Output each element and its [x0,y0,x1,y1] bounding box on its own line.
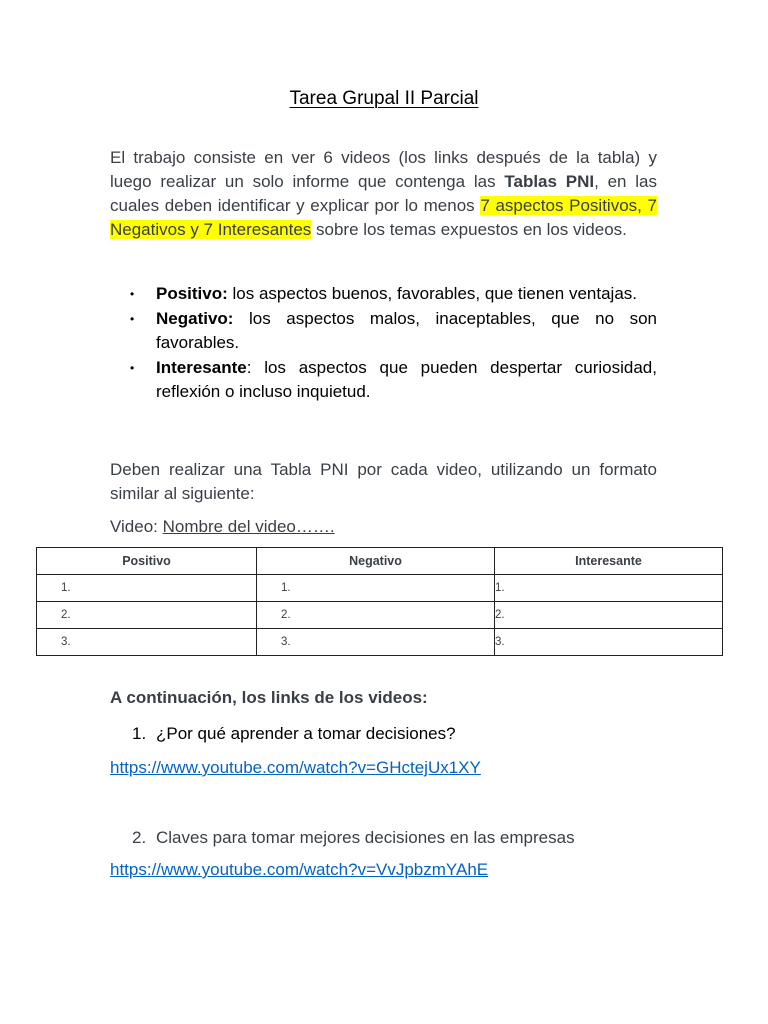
video-link-1[interactable]: https://www.youtube.com/watch?v=GHctejUx1XY [110,758,481,777]
table-cell: 1. [37,575,257,602]
table-row [37,629,723,656]
table-header-row [37,548,723,575]
video-item-1 [132,722,456,746]
pni-definitions-list [110,282,657,405]
intro-text-3: sobre los temas expuestos en los videos. [311,220,627,239]
table-row [37,575,723,602]
video-number: 1. [132,724,147,743]
video-number: 2. [132,828,147,847]
table-cell: 2. [37,602,257,629]
bullet-text: : los aspectos que pueden despertar curiosidad, reflexión o incluso inquietud. [156,358,657,401]
video-name-line [110,515,335,539]
header-positivo: Positivo [37,548,257,575]
intro-highlight: 7 aspectos Positivos, 7 Negativos y 7 Interesantes [110,196,657,239]
table-row [37,602,723,629]
bullet-negativo [110,307,657,355]
bullet-term: Interesante [156,358,247,377]
video-title: Claves para tomar mejores decisiones en las empresas [156,828,575,847]
intro-bold-tablas: Tablas PNI [504,172,595,191]
video-title: ¿Por qué aprender a tomar decisiones? [156,724,456,743]
table-cell: 1. [257,575,495,602]
intro-text-1: El trabajo consiste en ver 6 videos (los links después de la tabla) y luego realizar un solo informe que contenga las [110,148,657,191]
video-link-2[interactable]: https://www.youtube.com/watch?v=VvJpbzmYAhE [110,860,489,879]
header-interesante: Interesante [495,548,723,575]
bullet-term: Negativo: [156,309,234,328]
table-cell: 2. [257,602,495,629]
table-cell: 1. [495,575,723,602]
intro-text-2: , en las cuales deben identificar y explicar por lo menos [110,172,658,215]
video-item-2 [132,826,575,850]
table-cell: 3. [37,629,257,656]
video-name-placeholder: Nombre del video……. [162,517,335,536]
header-negativo: Negativo [257,548,495,575]
intro-paragraph [110,146,657,242]
pni-table [36,547,723,656]
video-label: Video: [110,517,163,536]
table-cell: 3. [257,629,495,656]
bullet-text: los aspectos buenos, favorables, que tienen ventajas. [227,284,638,303]
bullet-text: los aspectos malos, inaceptables, que no son favorables. [156,309,657,352]
bullet-positivo [110,282,657,306]
table-cell: 2. [495,602,723,629]
table-intro-paragraph: Deben realizar una Tabla PNI por cada video, utilizando un formato similar al siguiente: [110,460,657,503]
bullet-term: Positivo: [156,284,228,303]
links-heading: A continuación, los links de los videos: [110,688,428,707]
bullet-interesante [110,356,657,404]
document-title: Tarea Grupal II Parcial [289,88,479,109]
table-cell: 3. [495,629,723,656]
